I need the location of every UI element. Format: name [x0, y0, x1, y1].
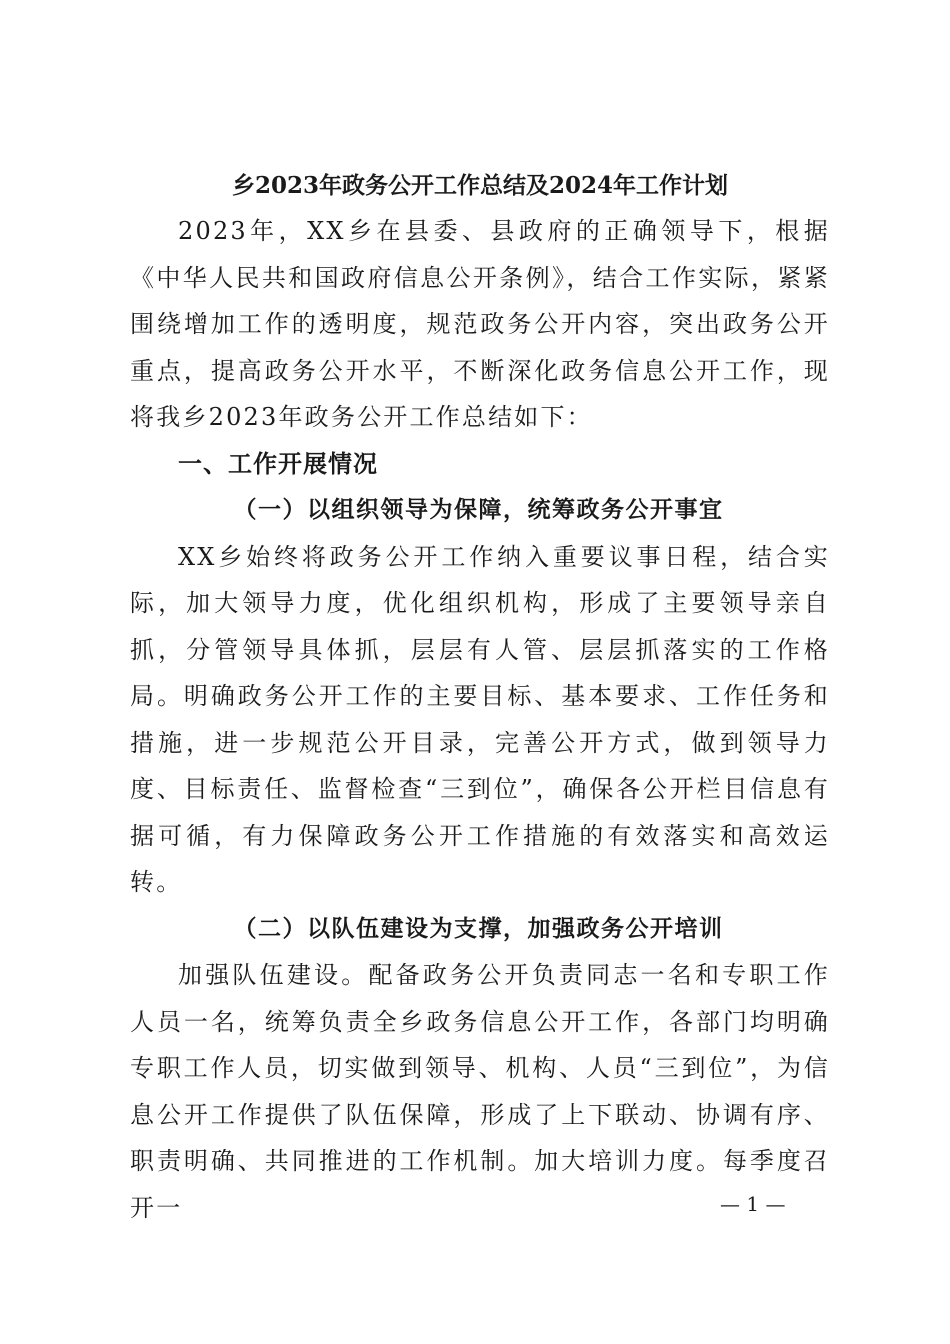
- subsection-body-team: 加强队伍建设。配备政务公开负责同志一名和专职工作人员一名，统筹负责全乡政务信息公开工作，各部门均明确专职工作人员，切实做到领导、机构、人员“三到位”，为信息公开工作提供了队伍保障，形成了上下联动、协调有序、职责明确、共同推进的工作机制。加大培训力度。每季度召开一: [130, 961, 830, 1222]
- subsection-body-organization: XX乡始终将政务公开工作纳入重要议事日程，结合实际，加大领导力度，优化组织机构，形成了主要领导亲自抓，分管领导具体抓，层层有人管、层层抓落实的工作格局。明确政务公开工作的主要目标、基本要求、工作任务和措施，进一步规范公开目录，完善公开方式，做到领导力度、目标责任、监督检查“三到位”，确保各公开栏目信息有据可循，有力保障政务公开工作措施的有效落实和高效运转。: [130, 542, 830, 896]
- intro-paragraph: 2023年，XX乡在县委、县政府的正确领导下，根据《中华人民共和国政府信息公开条例》，结合工作实际，紧紧围绕增加工作的透明度，规范政务公开内容，突出政务公开重点，提高政务公开水平，不断深化政务信息公开工作，现将我乡2023年政务公开工作总结如下：: [130, 217, 830, 431]
- section-heading-work-status: 一、工作开展情况: [178, 449, 378, 478]
- page-number: — 1 —: [720, 1192, 786, 1216]
- subsection-heading-organization: （一）以组织领导为保障，统筹政务公开事宜: [233, 496, 724, 523]
- document-page: [130, 170, 830, 1231]
- subsection-heading-team: （二）以队伍建设为支撑，加强政务公开培训: [233, 914, 724, 942]
- document-title: 乡2023年政务公开工作总结及2024年工作计划: [231, 172, 729, 199]
